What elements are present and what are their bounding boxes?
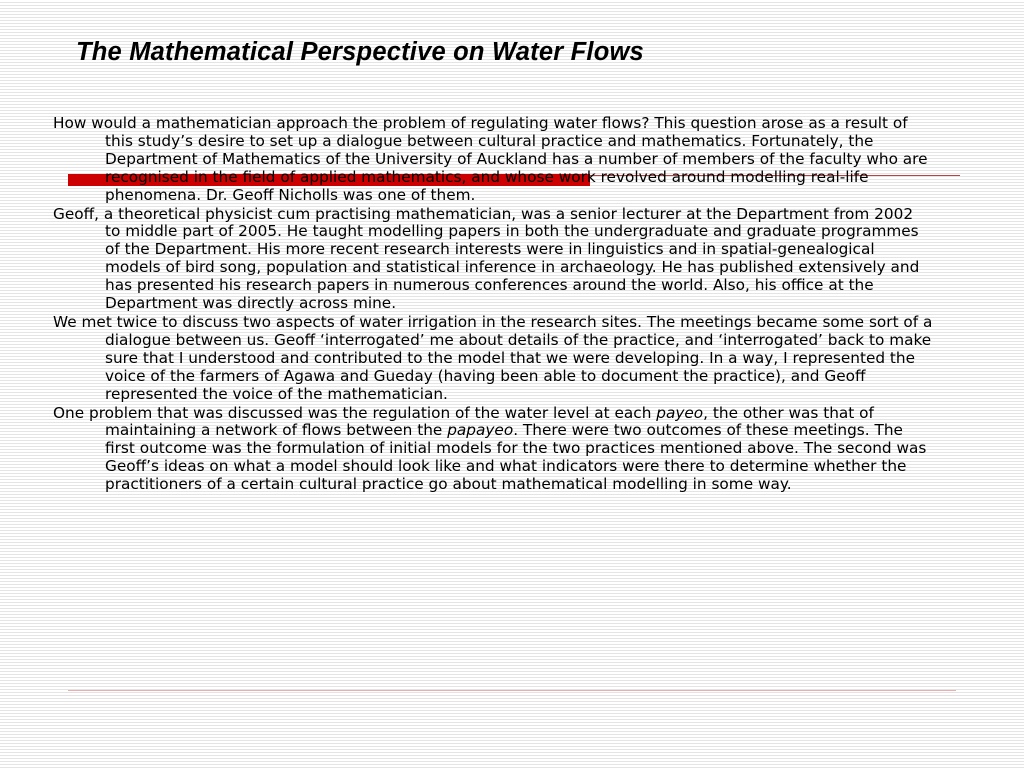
footer-divider: [68, 690, 956, 691]
term-papayeo: papayeo: [447, 421, 514, 440]
slide-title: The Mathematical Perspective on Water Flows: [76, 38, 644, 66]
paragraph-text-segment: , the other was that of maintaining a network of flows between the: [105, 403, 874, 440]
slide-body: [53, 115, 933, 495]
paragraph-text-segment: One problem that was discussed was the regulation of the water level at each: [53, 403, 657, 422]
paragraph-geoff-background: Geoff, a theoretical physicist cum practising mathematician, was a senior lecturer at the Department from 2002 to middle part of 2005. He taught modelling papers in both the undergraduate and graduate programmes of the Department. His more recent research interests were in linguistics and in spatial-genealogical models of bird song, population and statistical inference in archaeology. He has published extensively and has presented his research papers in numerous conferences around the world. Also, his office at the Department was directly across mine.: [53, 204, 920, 313]
paragraph-meetings: We met twice to discuss two aspects of water irrigation in the research sites. The meetings became some sort of a dialogue between us. Geoff ‘interrogated’ me about details of the practice, and ‘interrogated’ back to make sure that I understood and contributed to the model that we were developing. In a way, I represented the voice of the farmers of Agawa and Gueday (having been able to document the practice), and Geoff represented the voice of the mathematician.: [53, 312, 933, 403]
paragraph-problems-discussed: [53, 405, 933, 495]
paragraph-text-segment: . There were two outcomes of these meetings. The first outcome was the formulation of initial models for the two practices mentioned above. The second was Geoff’s ideas on what a model should look like and what indicators were there to determine whether the practitioners of a certain cultural practice go about mathematical modelling in some way.: [105, 421, 927, 494]
paragraph-mathematician-approach: How would a mathematician approach the problem of regulating water flows? This question arose as a result of this study’s desire to set up a dialogue between cultural practice and mathematics. Fortunately, the Department of Mathematics of the University of Auckland has a number of members of the faculty who are recognised in the field of applied mathematics, and whose work revolved around modelling real-life phenomena. Dr. Geoff Nicholls was one of them.: [53, 114, 928, 204]
term-payeo: payeo: [656, 403, 704, 422]
